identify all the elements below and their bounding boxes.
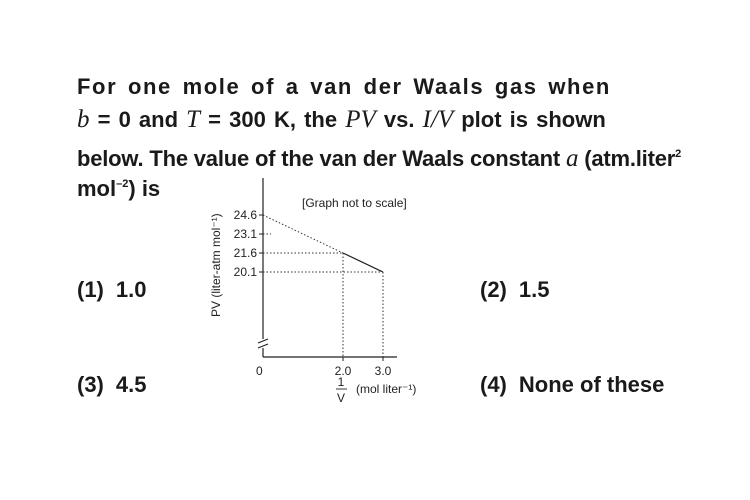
question-text-2b: = 300 K, the — [200, 107, 346, 132]
x-label-unit: (mol liter⁻¹) — [356, 382, 417, 396]
x-tick-label-0: 2.0 — [334, 364, 352, 378]
option-2[interactable] — [480, 277, 549, 303]
question-text-4a: mol — [77, 176, 117, 201]
option-1-number: (1) — [77, 277, 104, 302]
option-4[interactable] — [480, 372, 664, 398]
var-PV: PV — [345, 106, 376, 133]
option-1[interactable] — [77, 277, 146, 303]
option-3-number: (3) — [77, 372, 104, 397]
x-tick-label-1: 3.0 — [374, 364, 392, 378]
mol-exponent: –2 — [116, 178, 129, 190]
option-1-text: 1.0 — [115, 277, 147, 302]
origin-label: 0 — [256, 364, 263, 378]
x-label-denominator: V — [336, 391, 346, 405]
var-a: a — [565, 145, 579, 172]
data-line — [343, 253, 383, 272]
option-3[interactable] — [77, 372, 146, 398]
option-2-text: 1.5 — [518, 277, 550, 302]
option-3-text: 4.5 — [115, 372, 147, 397]
option-4-text: None of these — [518, 372, 665, 397]
question-text-2c: vs. — [375, 107, 423, 132]
question-unit: (atm.liter — [578, 146, 676, 171]
axis-break-mark — [258, 339, 268, 348]
y-tick-label-1: 23.1 — [233, 227, 257, 241]
y-tick-label-0: 24.6 — [233, 208, 257, 222]
question-text-1: For one mole of a van der Waals gas when — [77, 74, 611, 99]
unit-exponent: 2 — [675, 148, 682, 160]
y-tick-label-2: 21.6 — [233, 246, 257, 260]
graph-annotation: [Graph not to scale] — [302, 196, 407, 210]
question-text-4b: ) is — [128, 176, 161, 201]
graph-marks — [234, 208, 392, 378]
extrapolation-line — [263, 215, 343, 253]
question-text-2a: = 0 and — [89, 107, 187, 132]
y-axis-label: PV (liter-atm mol⁻¹) — [209, 213, 223, 317]
x-label-numerator: 1 — [337, 375, 345, 389]
y-tick-label-3: 20.1 — [233, 265, 257, 279]
var-b: b — [77, 106, 90, 133]
var-1-over-V: I/V — [422, 106, 454, 133]
question-text-3: below. The value of the van der Waals constant — [77, 146, 566, 171]
question-text-2d: plot is shown — [453, 107, 606, 132]
option-4-number: (4) — [480, 372, 507, 397]
var-T: T — [186, 106, 201, 133]
option-2-number: (2) — [480, 277, 507, 302]
